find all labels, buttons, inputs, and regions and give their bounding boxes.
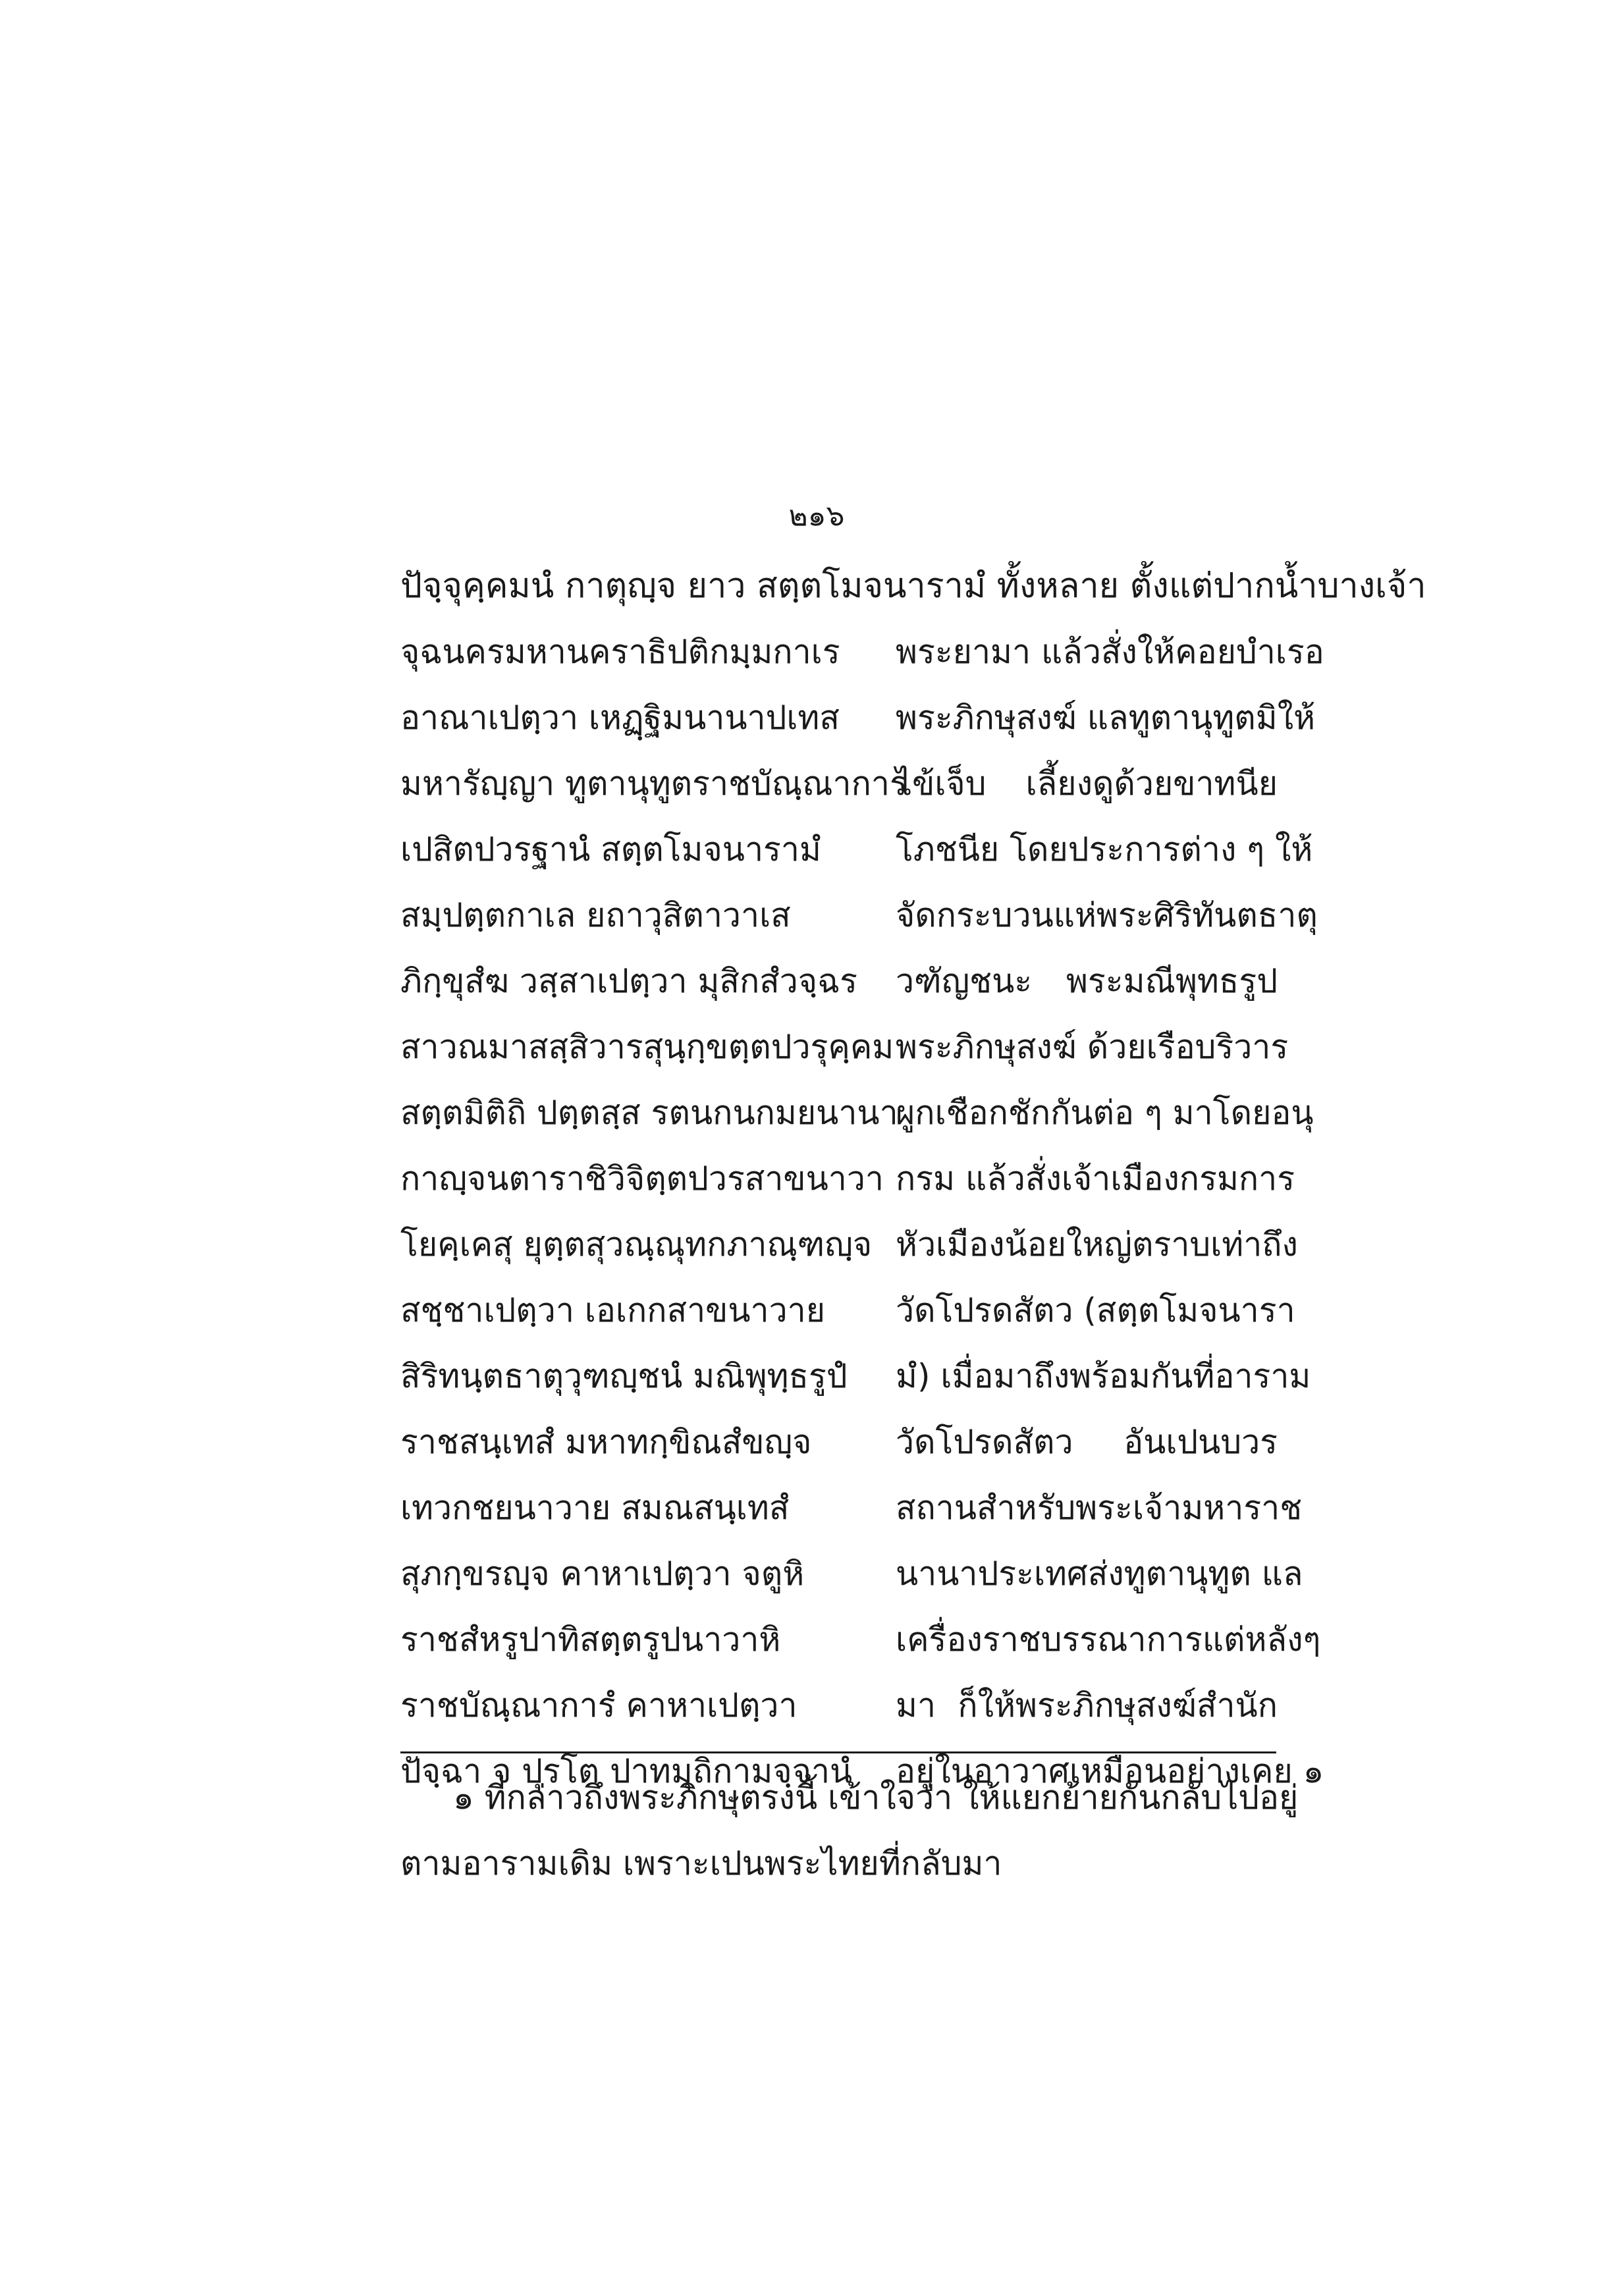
left-line: เปสิตปวรฐานํ สตฺตโมจนารามํ [400, 830, 821, 868]
left-line: มหารัญฺญา ทูตานุทูตราชบัณฺณาการ [400, 764, 907, 803]
left-line: เทวกชยนาวาย สมณสนฺเทสํ [400, 1489, 790, 1527]
left-line: ราชสนฺเทสํ มหาทกฺขิณสํขญฺจ [400, 1423, 812, 1461]
right-line: วัดโปรดสัตว อันเปนบวร [896, 1423, 1278, 1461]
right-line: พระภิกษุสงฆ์ ด้วยเรือบริวาร [896, 1028, 1289, 1066]
right-line: กรม แล้วสั่งเจ้าเมืองกรมการ [896, 1160, 1295, 1198]
left-line: อาณาเปตฺวา เหฏฺฐิมนานาปเทส [400, 699, 840, 737]
right-line: เครื่องราชบรรณาการแต่หลังๆ [896, 1620, 1321, 1659]
right-line: วัดโปรดสัตว (สตฺตโมจนารา [896, 1291, 1295, 1329]
footnote [400, 1765, 1299, 1896]
left-line: กาญฺจนตาราชิวิจิตฺตปวรสาขนาวา [400, 1160, 884, 1198]
left-line: สชฺชาเปตฺวา เอเกกสาขนาวาย [400, 1291, 826, 1329]
right-line: พระยามา แล้วสั่งให้คอยบำเรอ [896, 633, 1324, 671]
footnote-line: ตามอารามเดิม เพราะเปนพระไทยที่กลับมา [400, 1844, 1002, 1882]
left-line: จุฉนครมหานคราธิปติกมฺมกาเร [400, 633, 840, 671]
right-line: อยู่ในอาวาศเหมือนอย่างเคย ๑ [896, 1752, 1324, 1790]
left-line: สตฺตมิติถิ ปตฺตสฺส รตนกนกมยนานา [400, 1094, 898, 1132]
right-line: มา ก็ให้พระภิกษุสงฆ์สำนัก [896, 1686, 1278, 1724]
right-line: ไข้เจ็บ เลี้ยงดูด้วยขาทนีย [896, 764, 1278, 803]
right-line: วฑัญชนะ พระมณีพุทธรูป [896, 962, 1278, 1000]
left-line: ภิกฺขุสํฆ วสฺสาเปตฺวา มุสิกสํวจฺฉร [400, 962, 858, 1000]
right-line: นานาประเทศส่งทูตานุทูต แล [896, 1555, 1303, 1593]
right-line: พระภิกษุสงฆ์ แลทูตานุทูตมิให้ [896, 699, 1316, 737]
right-line: โภชนีย โดยประการต่าง ๆ ให้ [896, 830, 1313, 868]
right-line: สถานสำหรับพระเจ้ามหาราช [896, 1489, 1303, 1527]
left-line: สาวณมาสสฺสิวารสุนฺกฺขตฺตปวรุคฺคม [400, 1028, 894, 1066]
header-line: ปัจฺจุคฺคมนํ กาตุญฺจ ยาว สตฺตโมจนารามํ ทั้งหลาย ตั้งแต่ปากน้ำบางเจ้า [400, 566, 1426, 606]
left-line: ปัจฺฉา จ ปุรโต ปาทมุถิกามจฺจานํ [400, 1752, 853, 1790]
right-line: หัวเมืองน้อยใหญ่ตราบเท่าถึง [896, 1225, 1298, 1264]
right-line: จัดกระบวนแห่พระศิริทันตธาตุ [896, 896, 1318, 934]
page-number: ๒๑๖ [788, 499, 845, 533]
left-line: สุภกฺขรญฺจ คาหาเปตฺวา จตูหิ [400, 1555, 805, 1593]
left-column [400, 619, 907, 1804]
left-line: สิริทนฺตธาตุวุฑญฺชนํ มณิพุทฺธรูปํ [400, 1357, 848, 1395]
right-line: ผูกเชือกชักกันต่อ ๆ มาโดยอนุ [896, 1094, 1314, 1132]
left-line: สมฺปตฺตกาเล ยถาวุสิตาวาเส [400, 896, 791, 934]
right-line: มํ) เมื่อมาถึงพร้อมกันที่อาราม [896, 1357, 1311, 1395]
left-line: ราชบัณฺณาการํ คาหาเปตฺวา [400, 1686, 797, 1724]
right-column [896, 619, 1324, 1804]
footnote-divider [400, 1751, 1276, 1753]
left-line: โยคฺเคสุ ยุตฺตสุวณฺณุทกภาณฺฑญฺจ [400, 1225, 873, 1264]
footnote-line: ๑ ที่กล่าวถึงพระภิกษุตรงนี้ เข้าใจว่า ให้แยกย้ายกันกลับไปอยู่ [453, 1778, 1299, 1817]
left-line: ราชสํหรูปาทิสตฺตรูปนาวาหิ [400, 1620, 781, 1659]
